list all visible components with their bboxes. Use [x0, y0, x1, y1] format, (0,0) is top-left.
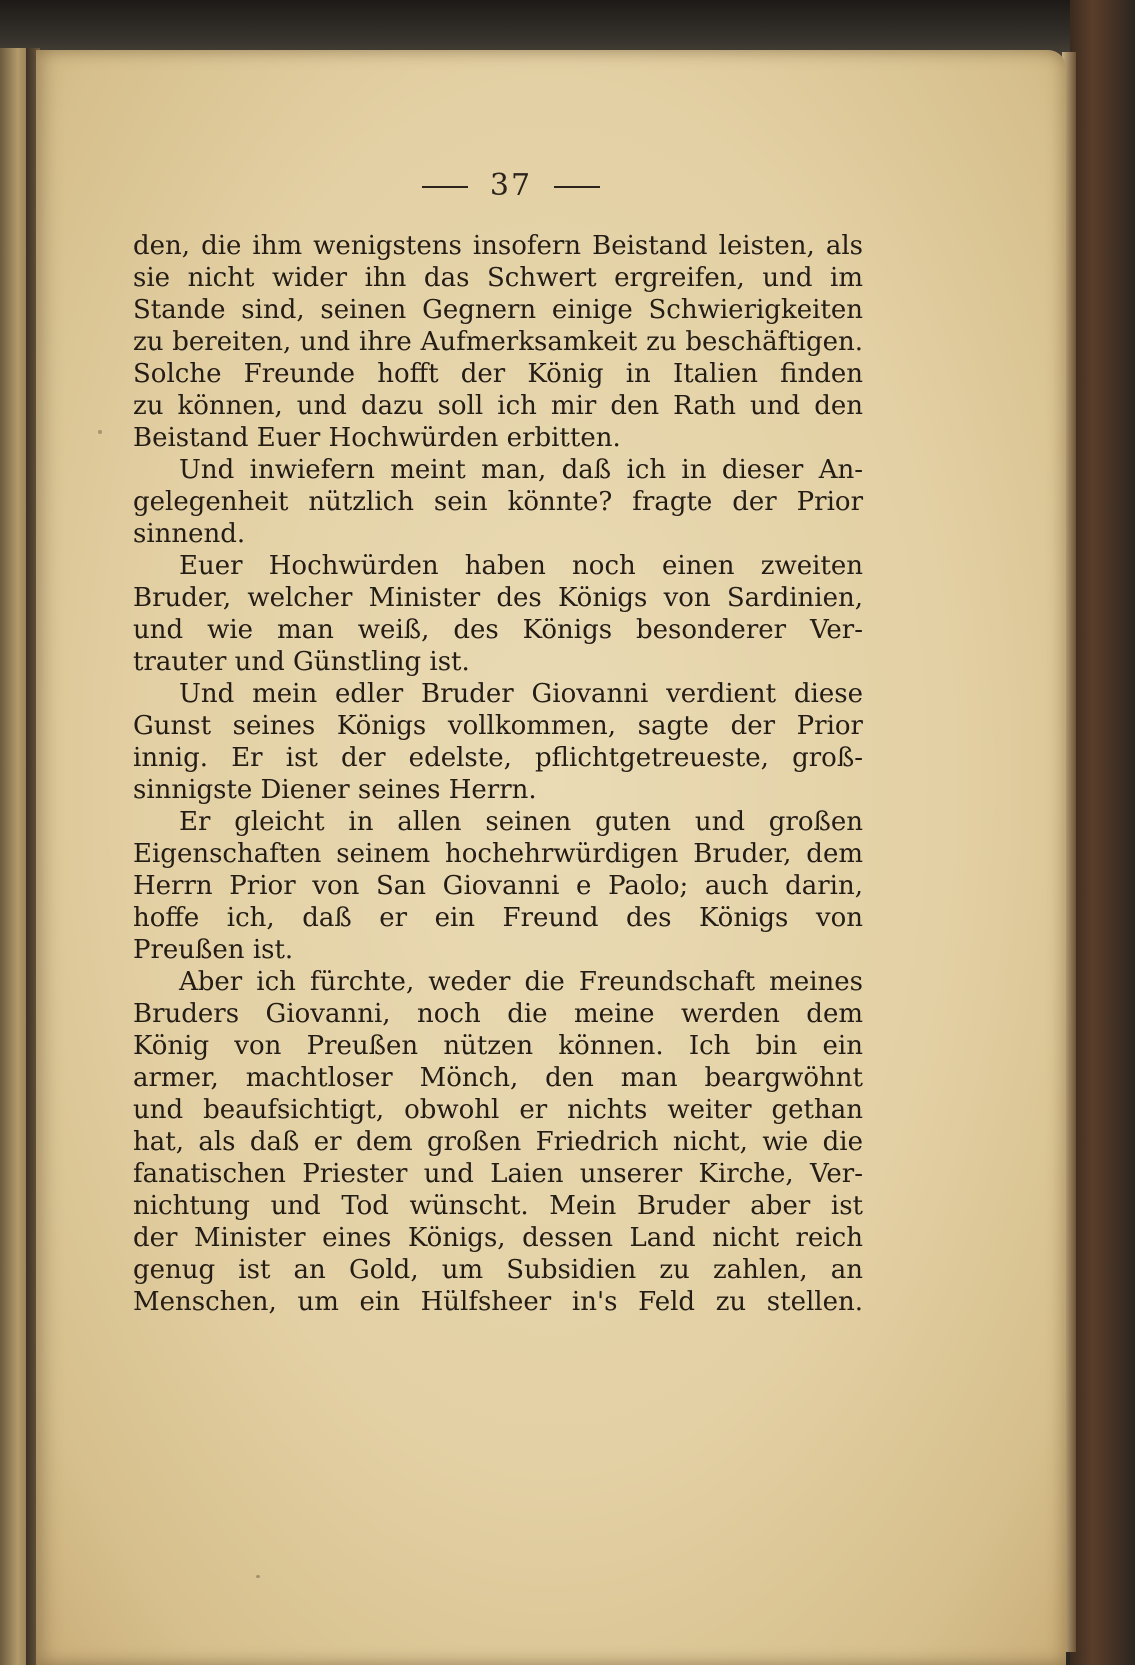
text-line: gelegenheit nützlich sein könnte? fragte der Prior: [133, 487, 863, 517]
text-line: Aber ich fürchte, weder die Freundschaft meines: [179, 967, 863, 997]
text-line: zu bereiten, und ihre Aufmerksamkeit zu beschäftigen.: [133, 327, 863, 357]
text-line: Er gleicht in allen seinen guten und großen: [179, 807, 863, 837]
text-line: und beaufsichtigt, obwohl er nichts weiter gethan: [133, 1095, 863, 1125]
text-line: Solche Freunde hofft der König in Italien finden: [133, 359, 863, 389]
text-line: der Minister eines Königs, dessen Land nicht reich: [133, 1223, 863, 1253]
text-line: Und mein edler Bruder Giovanni verdient diese: [179, 679, 863, 709]
text-line: Euer Hochwürden haben noch einen zweiten: [179, 551, 863, 581]
text-line: fanatischen Priester und Laien unserer Kirche, Ver-: [133, 1159, 863, 1189]
paper-spot: [98, 430, 102, 434]
paper-spot: [656, 880, 659, 883]
text-line: hoffe ich, daß er ein Freund des Königs von: [133, 903, 863, 933]
text-line: armer, machtloser Mönch, den man beargwöhnt: [133, 1063, 863, 1093]
text-line: Eigenschaften seinem hochehrwürdigen Bruder, dem: [133, 839, 863, 869]
text-line: Beistand Euer Hochwürden erbitten.: [133, 423, 621, 453]
text-line: Bruders Giovanni, noch die meine werden dem: [133, 999, 863, 1029]
text-line: hat, als daß er dem großen Friedrich nicht, wie die: [133, 1127, 863, 1157]
text-line: König von Preußen nützen können. Ich bin ein: [133, 1031, 863, 1061]
book-page: [36, 50, 1066, 1665]
paper-spot: [256, 1575, 260, 1578]
text-line: genug ist an Gold, um Subsidien zu zahlen, an: [133, 1255, 863, 1285]
text-line: Stande sind, seinen Gegnern einige Schwierigkeiten: [133, 295, 863, 325]
header-dash-right: [554, 186, 600, 188]
text-line: Gunst seines Königs vollkommen, sagte der Prior: [133, 711, 863, 741]
page-number: 37: [489, 168, 533, 203]
text-line: den, die ihm wenigstens insofern Beistand leisten, als: [133, 231, 863, 261]
text-line: Menschen, um ein Hülfsheer in's Feld zu stellen.: [133, 1287, 863, 1317]
text-line: Herrn Prior von San Giovanni e Paolo; auch darin,: [133, 871, 863, 901]
text-line: und wie man weiß, des Königs besonderer Ver-: [133, 615, 863, 645]
header-dash-left: [422, 186, 468, 188]
text-line: sie nicht wider ihn das Schwert ergreifen, und im: [133, 263, 863, 293]
text-line: innig. Er ist der edelste, pflichtgetreueste, groß-: [133, 743, 863, 773]
text-line: sinnend.: [133, 519, 246, 549]
text-line: Preußen ist.: [133, 935, 294, 965]
text-line: Und inwiefern meint man, daß ich in dieser An-: [179, 455, 863, 485]
book-cover-edge: [1070, 0, 1135, 1665]
text-line: sinnigste Diener seines Herrn.: [133, 775, 537, 805]
page-number-header: [0, 168, 1026, 218]
text-line: zu können, und dazu soll ich mir den Rath und den: [133, 391, 863, 421]
text-line: trauter und Günstling ist.: [133, 647, 470, 677]
text-line: nichtung und Tod wünscht. Mein Bruder aber ist: [133, 1191, 863, 1221]
body-text: [133, 230, 863, 1318]
text-line: Bruder, welcher Minister des Königs von Sardinien,: [133, 583, 863, 613]
